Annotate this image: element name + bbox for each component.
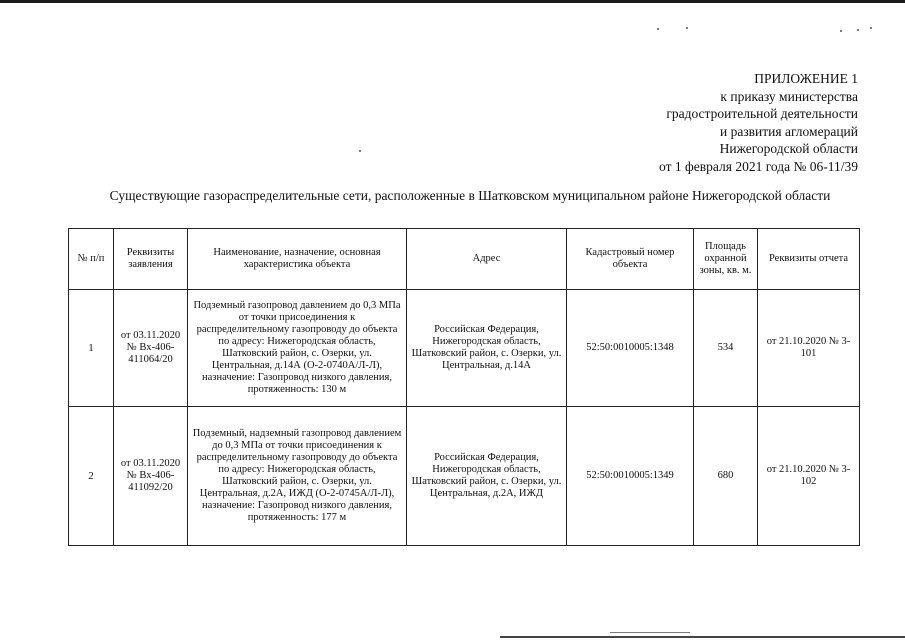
header-object-description: Наименование, назначение, основная характеристика объекта xyxy=(188,229,407,290)
report-details: от 21.10.2020 № 3-102 xyxy=(758,407,860,546)
scan-bottom-mark xyxy=(610,632,690,633)
report-details: от 21.10.2020 № 3-101 xyxy=(758,290,860,407)
object-description: Подземный газопровод давлением до 0,3 МПа от точки присоединения к распределительному газопроводу до объекта по адресу: Нижегородская область, Шатковский район, с. Озерки, ул. Центральная, д.14А (О-2-0740А/Л-Л), назначение: Газопровод низкого давления, протяженность: 130 м xyxy=(188,290,407,407)
header-number: № п/п xyxy=(69,229,114,290)
scan-top-border xyxy=(0,0,905,3)
application-details: от 03.11.2020 № Вх-406-411064/20 xyxy=(114,290,188,407)
row-number: 1 xyxy=(69,290,114,407)
row-number: 2 xyxy=(69,407,114,546)
appendix-line: градостроительной деятельности xyxy=(666,106,858,121)
object-description: Подземный, надземный газопровод давлением до 0,3 МПа от точки присоединения к распределительному газопроводу до объекта по адресу: Нижегородская область, Шатковский район, с. Озерки, ул. Центральная, д.2А, ИЖД (О-2-0745А/Л-Л), назначение: Газопровод низкого давления, протяженность: 177 м xyxy=(188,407,407,546)
scan-bottom-border xyxy=(500,636,905,638)
header-address: Адрес xyxy=(407,229,567,290)
scan-speck xyxy=(686,27,688,29)
protection-zone-area: 680 xyxy=(694,407,758,546)
header-report-details: Реквизиты отчета xyxy=(758,229,860,290)
table-header-row xyxy=(69,229,860,290)
appendix-date-line: от 1 февраля 2021 года № 06-11/39 xyxy=(659,158,858,174)
scan-speck xyxy=(870,27,872,29)
object-address: Российская Федерация, Нижегородская область, Шатковский район, с. Озерки, ул. Центральная, д.14А xyxy=(407,290,567,407)
document-title: Существующие газораспределительные сети, расположенные в Шатковском муниципальном районе Нижегородской области xyxy=(109,188,831,203)
object-address: Российская Федерация, Нижегородская область, Шатковский район, с. Озерки, ул. Центральная, д.2А, ИЖД xyxy=(407,407,567,546)
cadastral-number: 52:50:0010005:1349 xyxy=(567,407,694,546)
cadastral-number: 52:50:0010005:1348 xyxy=(567,290,694,407)
protection-zone-area: 534 xyxy=(694,290,758,407)
table-row xyxy=(69,290,860,407)
gas-network-table xyxy=(68,228,860,546)
table-row xyxy=(69,407,860,546)
header-application-details: Реквизиты заявления xyxy=(114,229,188,290)
appendix-heading: ПРИЛОЖЕНИЕ 1 xyxy=(754,71,858,86)
header-cadastral-number: Кадастровый номер объекта xyxy=(567,229,694,290)
appendix-line: к приказу министерства xyxy=(720,88,858,104)
scan-speck xyxy=(359,150,361,152)
header-protection-zone-area: Площадь охранной зоны, кв. м. xyxy=(694,229,758,290)
appendix-line: и развития агломераций xyxy=(719,123,858,139)
appendix-block xyxy=(659,70,858,175)
application-details: от 03.11.2020 № Вх-406-411092/20 xyxy=(114,407,188,546)
scan-speck xyxy=(857,29,859,31)
scan-speck xyxy=(657,28,659,30)
appendix-line: Нижегородской области xyxy=(719,141,858,156)
scan-speck xyxy=(840,30,842,32)
